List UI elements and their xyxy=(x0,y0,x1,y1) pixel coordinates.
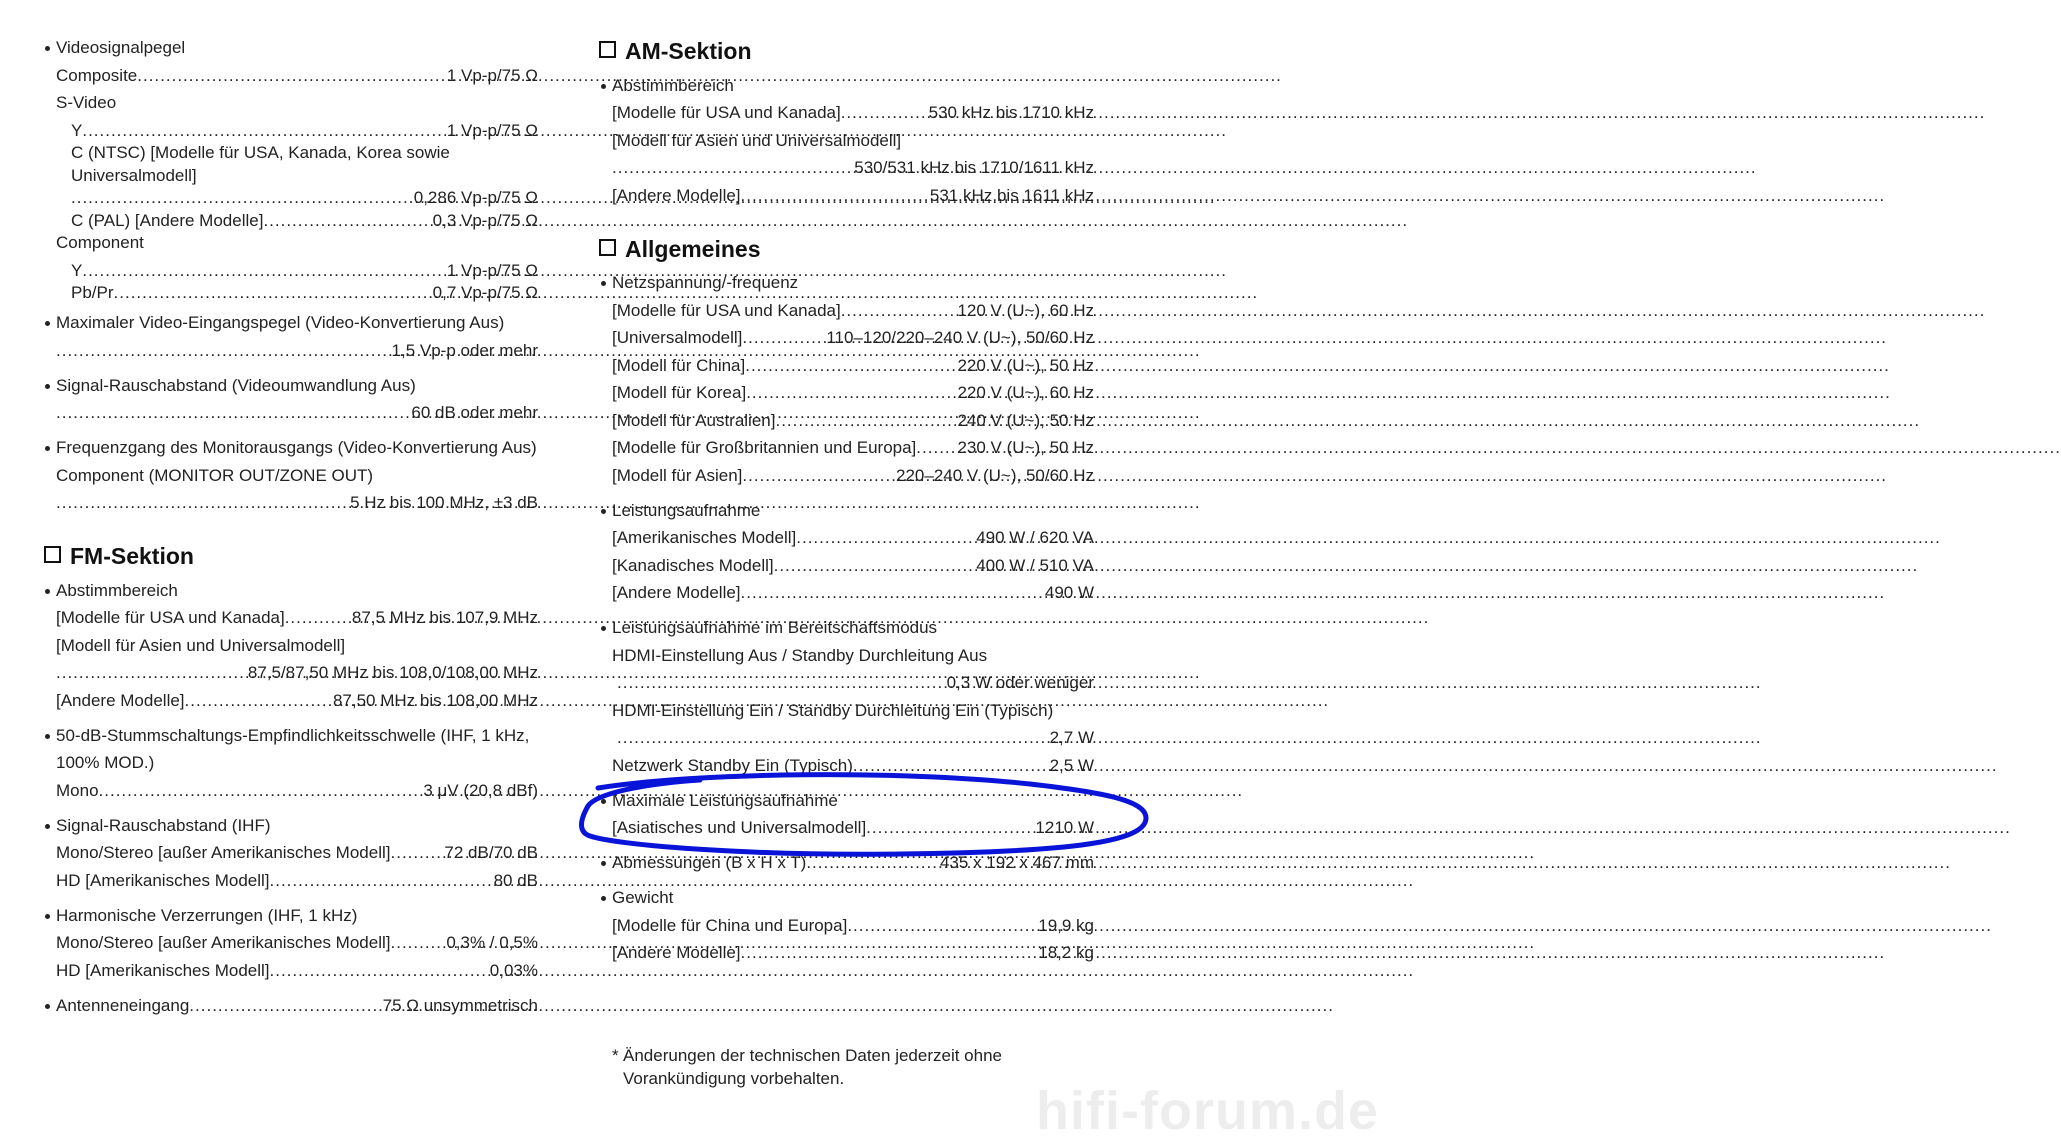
spec-row-fm-asia: ..... 87,5/87,50 MHz bis 108,0/108,00 MHz xyxy=(56,661,538,685)
spec-row-power-consumption: [Andere Modelle] ..... 490 W xyxy=(612,581,1094,605)
spec-row-max-video-input: ..... 1,5 Vp-p oder mehr xyxy=(56,339,538,363)
freq-response-title: Frequenzgang des Monitorausgangs (Video-Konvertierung Aus) xyxy=(56,436,537,460)
spec-row-power-supply: [Modelle für Großbritannien und Europa] ..... 230 V (U~), 50 Hz xyxy=(612,436,1094,460)
footnote-asterisk: * xyxy=(612,1046,619,1065)
freq-response-sub: Component (MONITOR OUT/ZONE OUT) xyxy=(56,466,374,485)
spec-row-hdmi-off: ..... 0,3 W oder weniger xyxy=(617,671,1094,695)
fm-mute-title: 50-dB-Stummschaltungs-Empfindlichkeitsschwelle (IHF, 1 kHz, xyxy=(56,724,529,748)
checkbox-square-icon xyxy=(599,41,616,58)
snr-video-title: Signal-Rauschabstand (Videoumwandlung Aus) xyxy=(56,374,416,398)
spec-row-fm-mono: Mono ..... 3 μV (20,8 dBf) xyxy=(56,779,538,803)
weight-title: Gewicht xyxy=(612,886,673,910)
c-ntsc-label-cont: Universalmodell] xyxy=(71,166,197,185)
am-asia-label: [Modell für Asien und Universalmodell] xyxy=(612,131,902,150)
spec-row-am-usa: [Modelle für USA und Kanada] ..... 530 kHz bis 1710 kHz xyxy=(612,101,1094,125)
spec-row-am-other: [Andere Modelle] ..... 531 kHz bis 1611 kHz xyxy=(612,184,1094,208)
spec-row-power-supply: [Universalmodell] ..... 110–120/220–240 V (U~), 50/60 Hz xyxy=(612,326,1094,350)
spec-row-am-asia: ..... 530/531 kHz bis 1710/1611 kHz xyxy=(612,156,1094,180)
footnote xyxy=(612,1044,1052,1090)
spec-row-component-pbpr: Pb/Pr ..... 0,7 Vp-p/75 Ω xyxy=(71,281,538,305)
spec-row-fm-snr-ms: Mono/Stereo [außer Amerikanisches Modell] ..... 72 dB/70 dB xyxy=(56,841,538,865)
spec-row-power-supply: [Modelle für USA und Kanada] ..... 120 V (U~), 60 Hz xyxy=(612,299,1094,323)
spec-row-power-supply: [Modell für China] ..... 220 V (U~), 50 Hz xyxy=(612,354,1094,378)
spec-row-snr-video: ..... 60 dB oder mehr xyxy=(56,401,538,425)
checkbox-square-icon xyxy=(44,546,61,563)
fm-asia-label: [Modell für Asien und Universalmodell] xyxy=(56,636,346,655)
spec-row-freq-response: ..... 5 Hz bis 100 MHz, ±3 dB xyxy=(56,491,538,515)
spec-row-power-supply: [Modell für Korea] ..... 220 V (U~), 60 Hz xyxy=(612,381,1094,405)
spec-row-c-ntsc: ..... 0,286 Vp-p/75 Ω xyxy=(71,186,538,210)
spec-row-dimensions: Abmessungen (B x H x T) ..... 435 x 192 x 467 mm xyxy=(612,851,1094,875)
spec-row-power-supply: [Modell für Australien] ..... 240 V (U~), 50 Hz xyxy=(612,409,1094,433)
max-power-title: Maximale Leistungsaufnahme xyxy=(612,789,838,813)
fm-snr-title: Signal-Rauschabstand (IHF) xyxy=(56,814,270,838)
component-label: Component xyxy=(56,233,144,252)
spec-row-fm-snr-hd: HD [Amerikanisches Modell] ..... 80 dB xyxy=(56,869,538,893)
am-tuning-title: Abstimmbereich xyxy=(612,74,734,98)
video-level-title: Videosignalpegel xyxy=(56,36,185,60)
watermark: hifi-forum.de xyxy=(1036,1081,1379,1141)
power-consumption-title: Leistungsaufnahme xyxy=(612,499,760,523)
svideo-label: S-Video xyxy=(56,93,117,112)
spec-row-fm-other: [Andere Modelle] ..... 87,50 MHz bis 108,00 MHz xyxy=(56,689,538,713)
general-section-heading: Allgemeines xyxy=(599,234,761,264)
spec-row-antenna: Antenneneingang ..... 75 Ω unsymmetrisch xyxy=(56,994,538,1018)
footnote-line: Änderungen der technischen Daten jederzeit ohne xyxy=(623,1046,1002,1065)
spec-row-svideo-y: Y ..... 1 Vp-p/75 Ω xyxy=(71,119,538,143)
am-section-heading: AM-Sektion xyxy=(599,36,752,66)
footnote-line: Vorankündigung vorbehalten. xyxy=(623,1069,845,1088)
spec-row-component-y: Y ..... 1 Vp-p/75 Ω xyxy=(71,259,538,283)
spec-row-fm-usa: [Modelle für USA und Kanada] ..... 87,5 MHz bis 107,9 MHz xyxy=(56,606,538,630)
spec-row-fm-thd-ms: Mono/Stereo [außer Amerikanisches Modell] ..... 0,3% / 0,5% xyxy=(56,931,538,955)
fm-thd-title: Harmonische Verzerrungen (IHF, 1 kHz) xyxy=(56,904,357,928)
c-ntsc-label: C (NTSC) [Modelle für USA, Kanada, Korea sowie xyxy=(71,143,450,162)
spec-row-hdmi-on: ..... 2,7 W xyxy=(617,726,1094,750)
fm-tuning-title: Abstimmbereich xyxy=(56,579,178,603)
spec-row-weight-china: [Modelle für China und Europa] ..... 19,9 kg xyxy=(612,914,1094,938)
spec-row-max-power: [Asiatisches und Universalmodell] ..... 1210 W xyxy=(612,816,1094,840)
spec-row-network-standby: Netzwerk Standby Ein (Typisch) ..... 2,5 W xyxy=(612,754,1094,778)
power-supply-title: Netzspannung/-frequenz xyxy=(612,271,798,295)
spec-row-composite: Composite ..... 1 Vp-p/75 Ω xyxy=(56,64,538,88)
checkbox-square-icon xyxy=(599,239,616,256)
spec-row-power-consumption: [Kanadisches Modell] ..... 400 W / 510 VA xyxy=(612,554,1094,578)
spec-row-power-supply: [Modell für Asien] ..... 220–240 V (U~), 50/60 Hz xyxy=(612,464,1094,488)
spec-row-c-pal: C (PAL) [Andere Modelle] ..... 0,3 Vp-p/75 Ω xyxy=(71,209,538,233)
fm-mute-title-cont: 100% MOD.) xyxy=(56,753,155,772)
standby-title: Leistungsaufnahme im Bereitschaftsmodus xyxy=(612,616,937,640)
max-video-input-title: Maximaler Video-Eingangspegel (Video-Konvertierung Aus) xyxy=(56,311,504,335)
fm-section-heading: FM-Sektion xyxy=(44,541,194,571)
spec-row-weight-other: [Andere Modelle] ..... 18,2 kg xyxy=(612,941,1094,965)
spec-row-power-consumption: [Amerikanisches Modell] ..... 490 W / 620 VA xyxy=(612,526,1094,550)
hdmi-on-label: HDMI-Einstellung Ein / Standby Durchleitung Ein (Typisch) xyxy=(612,701,1054,720)
hdmi-off-label: HDMI-Einstellung Aus / Standby Durchleitung Aus xyxy=(612,646,988,665)
spec-row-fm-thd-hd: HD [Amerikanisches Modell] ..... 0,03% xyxy=(56,959,538,983)
